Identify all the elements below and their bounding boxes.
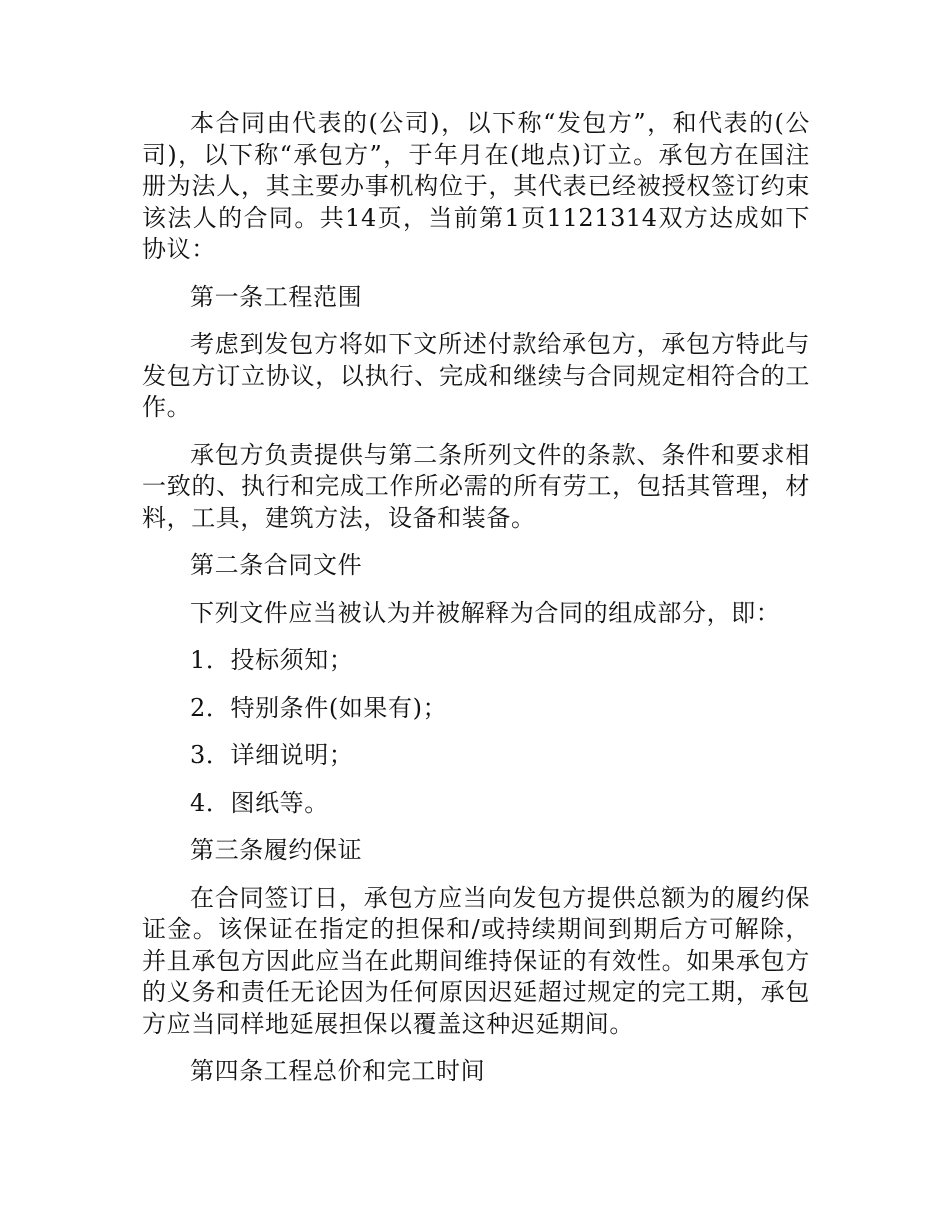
scope-paragraph-2: 承包方负责提供与第二条所列文件的条款、条件和要求相一致的、执行和完成工作所必需的所有劳工，包括其管理，材料，工具，建筑方法，设备和装备。 bbox=[142, 440, 810, 532]
section-heading-2: 第二条合同文件 bbox=[190, 551, 363, 579]
documents-intro-paragraph: 下列文件应当被认为并被解释为合同的组成部分，即： bbox=[190, 598, 781, 627]
list-item: 2．特别条件(如果有)； bbox=[190, 693, 448, 722]
scope-paragraph-1: 考虑到发包方将如下文所述付款给承包方，承包方特此与发包方订立协议，以执行、完成和继续与合同规定相符合的工作。 bbox=[142, 330, 810, 421]
document-page bbox=[142, 108, 810, 1104]
guarantee-paragraph: 在合同签订日，承包方应当向发包方提供总额为的履约保证金。该保证在指定的担保和/或持续期间到期后方可解除，并且承包方因此应当在此期间维持保证的有效性。如果承包方的义务和责任无论因为任何原因迟延超过规定的完工期，承包方应当同样地延展担保以覆盖这种迟延期间。 bbox=[142, 883, 810, 1038]
list-item: 4．图纸等。 bbox=[190, 788, 329, 817]
section-heading-4: 第四条工程总价和完工时间 bbox=[190, 1057, 486, 1085]
section-heading-3: 第三条履约保证 bbox=[190, 836, 363, 864]
list-item: 1．投标须知； bbox=[190, 646, 354, 674]
list-item: 3．详细说明； bbox=[190, 741, 354, 769]
intro-paragraph: 本合同由代表的(公司)，以下称“发包方”，和代表的(公司)，以下称“承包方”，于年月在(地点)订立。承包方在国注册为法人，其主要办事机构位于，其代表已经被授权签订约束该法人的合同。共14页，当前第1页1121314双方达成如下协议： bbox=[142, 109, 810, 263]
section-heading-1: 第一条工程范围 bbox=[190, 282, 363, 311]
